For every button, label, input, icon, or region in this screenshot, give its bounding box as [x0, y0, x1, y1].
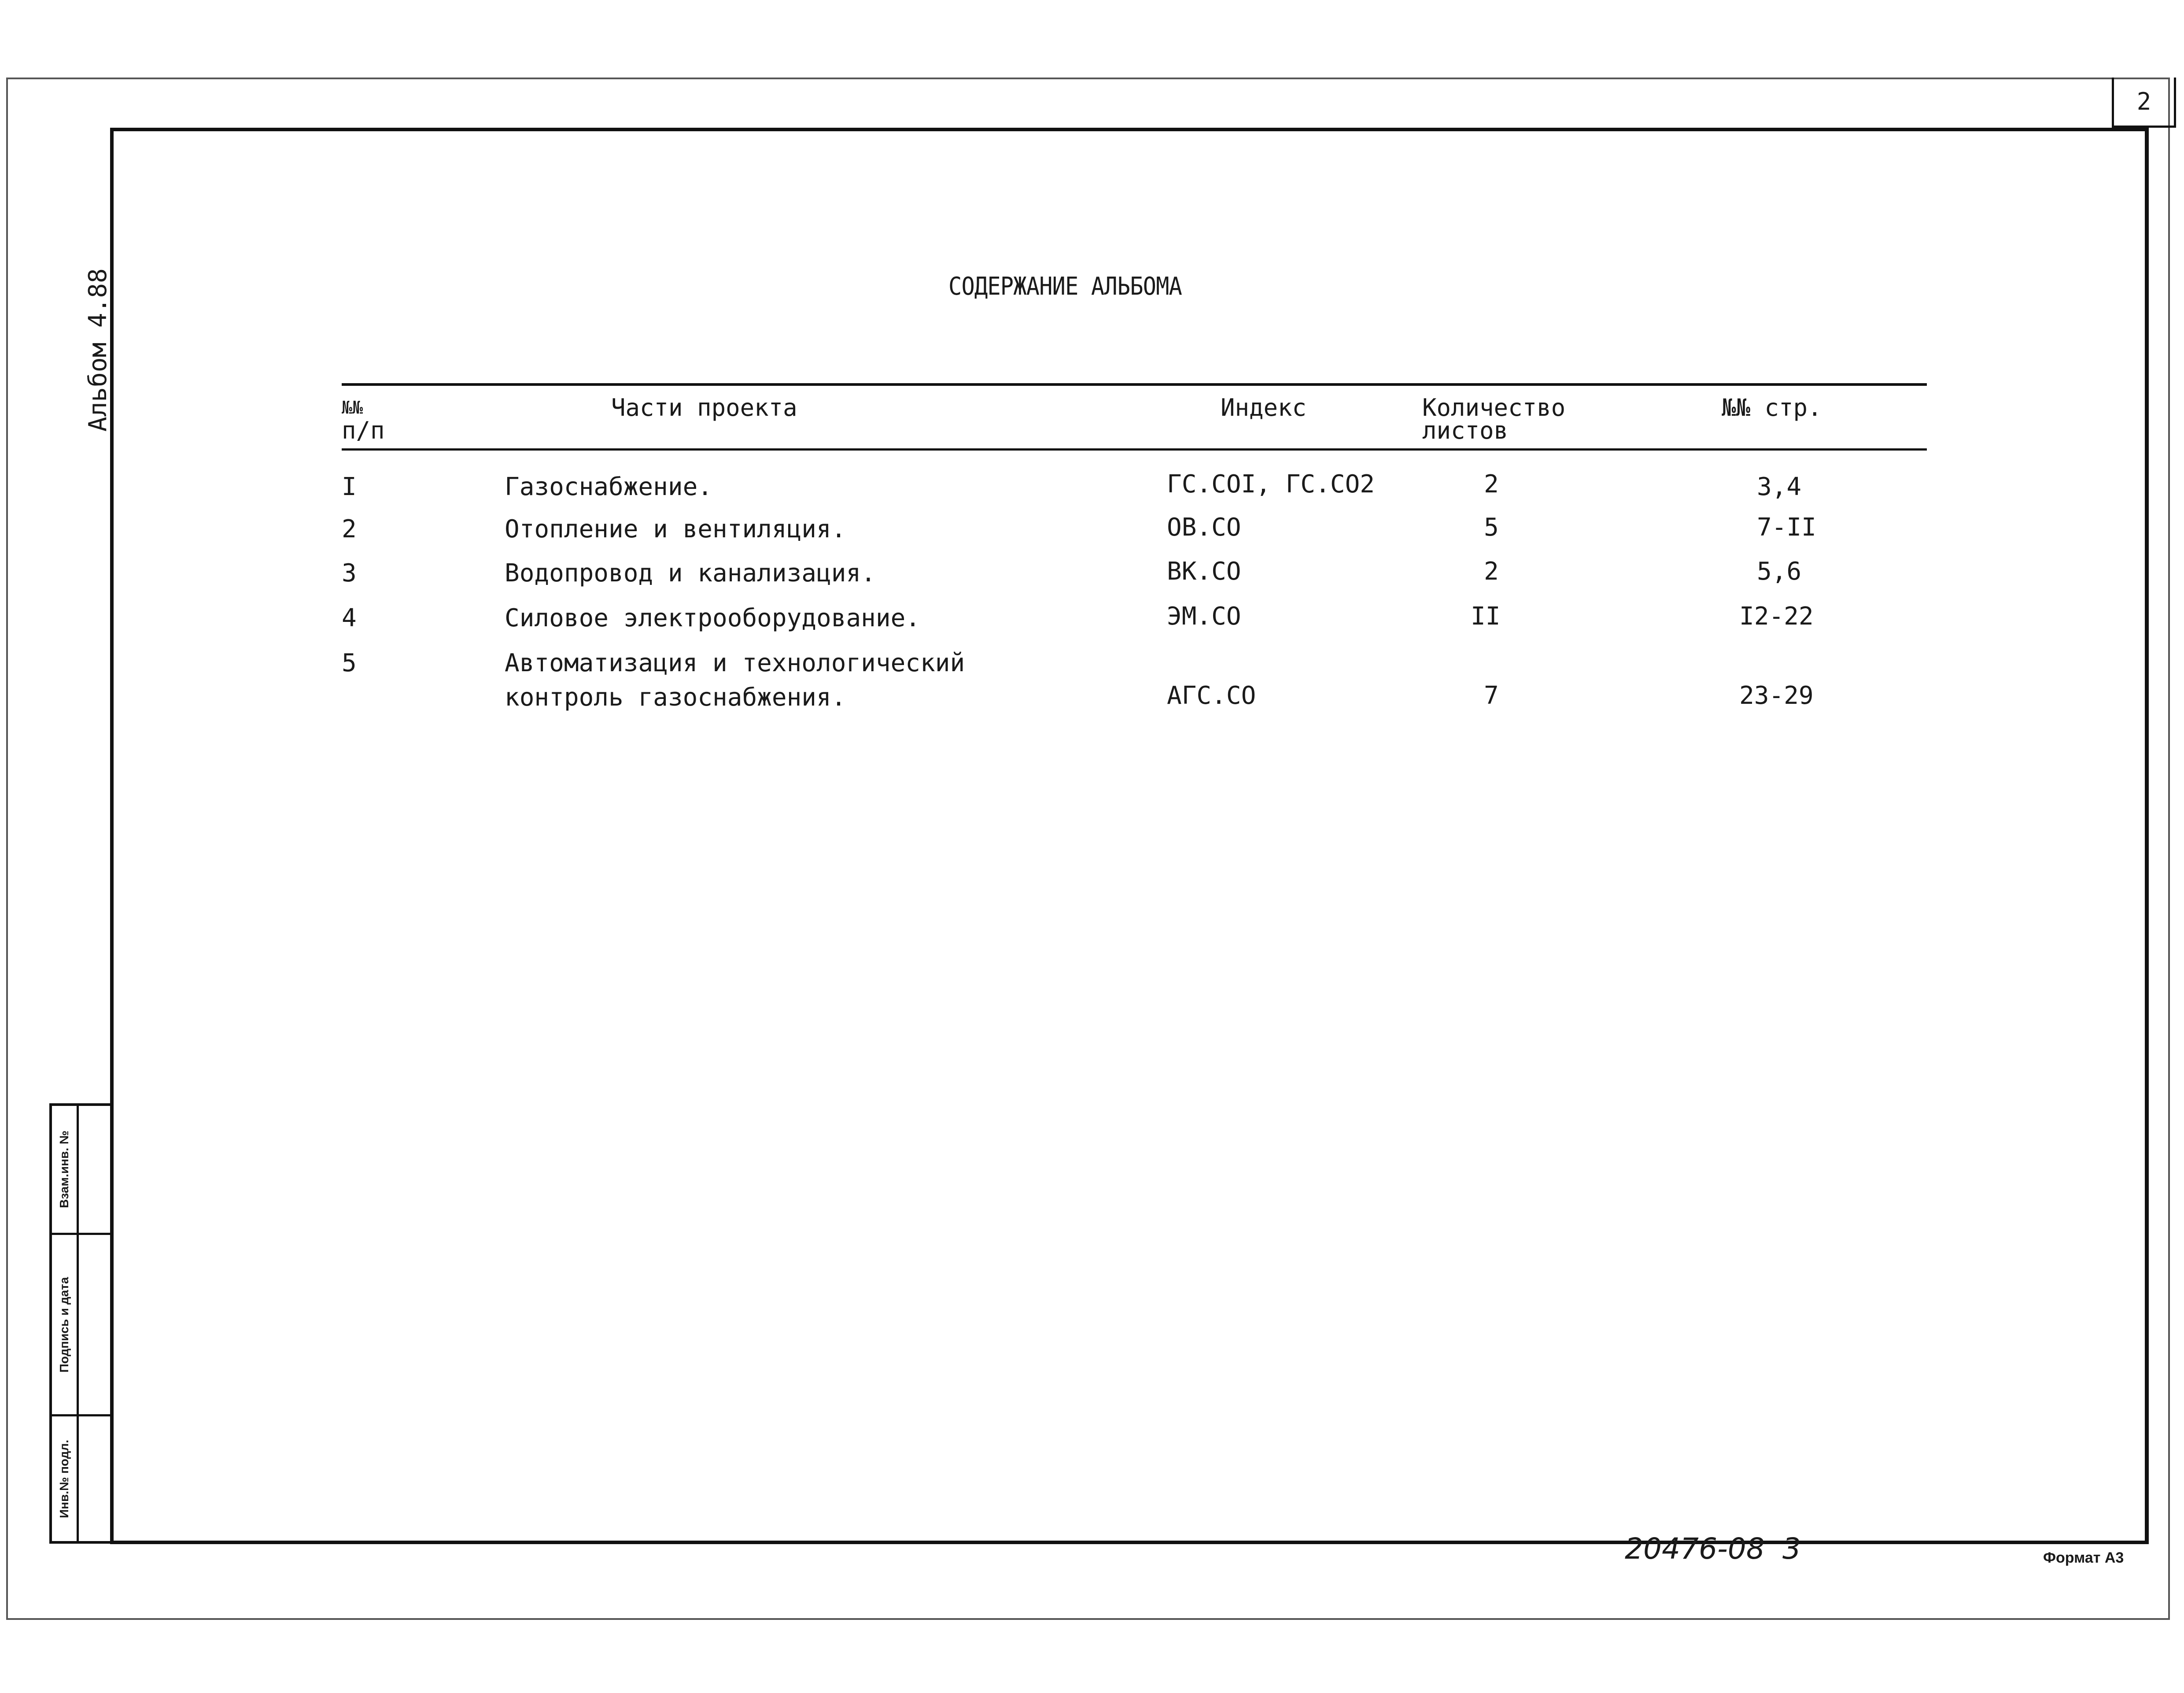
- header-number-line2: п/п: [342, 417, 385, 444]
- row-pages: I2-22: [1739, 602, 1814, 631]
- row-number: 4: [342, 604, 357, 632]
- side-stamp: [49, 1103, 114, 1544]
- format-label: Формат А3: [2043, 1549, 2124, 1566]
- document-number: 20476-08: [1625, 1532, 1765, 1566]
- stamp-vzam-inv: Взам.инв. №: [57, 1131, 71, 1208]
- row-pages: 23-29: [1739, 681, 1814, 710]
- row-count: II: [1471, 602, 1501, 631]
- header-number-line1: №№: [342, 398, 363, 418]
- drawing-frame: [110, 128, 2149, 1544]
- row-count: 5: [1484, 513, 1499, 542]
- album-label: Альбом 4.88: [84, 268, 112, 432]
- header-parts: Части проекта: [611, 394, 797, 421]
- document-sheet-number: 3: [1782, 1532, 1801, 1566]
- header-count: [1422, 396, 1565, 442]
- stamp-inv-podl: Инв.№ подл.: [57, 1439, 71, 1518]
- row-index: ВК.СО: [1167, 557, 1241, 586]
- header-count-line1: Количество: [1422, 394, 1566, 421]
- page-number-box: [2112, 78, 2176, 128]
- row-pages: 7-II: [1757, 513, 1816, 542]
- row-part-line1: Автоматизация и технологический: [505, 649, 965, 677]
- row-number: 3: [342, 559, 357, 588]
- row-part: Отопление и вентиляция.: [505, 515, 846, 543]
- table-top-rule: [342, 383, 1927, 386]
- row-part: Силовое электрооборудование.: [505, 604, 921, 632]
- row-part: Газоснабжение.: [505, 473, 713, 501]
- row-index: ГС.COI, ГС.CO2: [1167, 470, 1375, 499]
- row-pages: 5,6: [1757, 557, 1802, 586]
- stamp-podpis-data: Подпись и дата: [57, 1277, 71, 1372]
- row-count: 2: [1484, 557, 1499, 586]
- table-header-rule: [342, 448, 1927, 451]
- header-pages: №№ стр.: [1722, 394, 1822, 421]
- row-pages: 3,4: [1757, 473, 1802, 501]
- row-index: АГС.СО: [1167, 681, 1256, 710]
- row-part-line2: контроль газоснабжения.: [505, 683, 846, 712]
- row-index: ОВ.СО: [1167, 513, 1241, 542]
- header-index: Индекс: [1221, 394, 1307, 421]
- row-count: 2: [1484, 470, 1499, 499]
- header-count-line2: листов: [1422, 417, 1509, 444]
- document-title: СОДЕРЖАНИЕ АЛЬБОМА: [948, 272, 1182, 301]
- header-number: [342, 396, 385, 442]
- row-number: I: [342, 473, 357, 501]
- row-number: 2: [342, 515, 357, 543]
- row-index: ЭМ.СО: [1167, 602, 1241, 631]
- row-count: 7: [1484, 681, 1499, 710]
- row-number: 5: [342, 649, 357, 677]
- stamp-column-line: [77, 1106, 79, 1541]
- row-part: Водопровод и канализация.: [505, 559, 876, 588]
- page-number: 2: [2136, 88, 2151, 115]
